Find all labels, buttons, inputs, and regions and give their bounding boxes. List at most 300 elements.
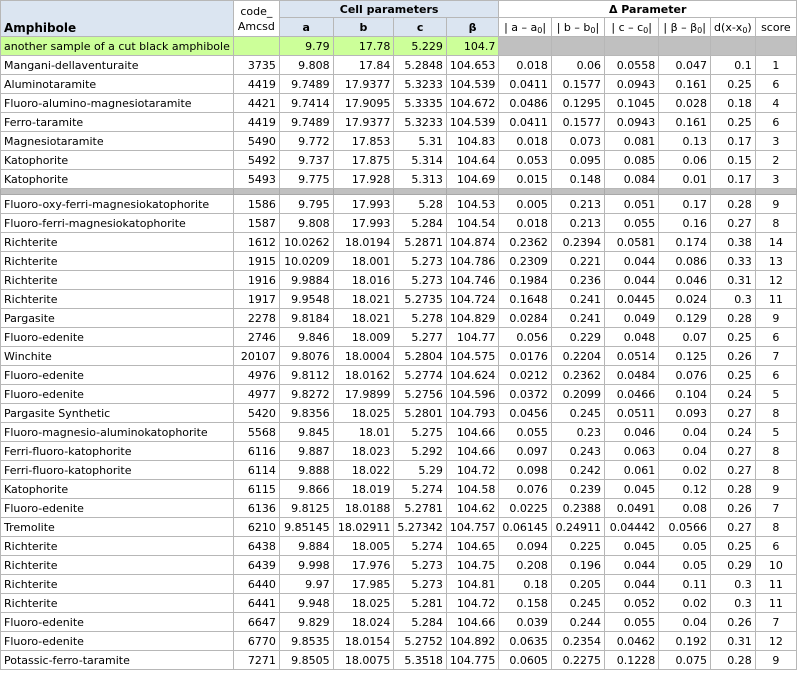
score-cell[interactable]: 6 bbox=[755, 75, 796, 94]
delta-c-cell[interactable]: 0.055 bbox=[605, 214, 659, 233]
delta-b-cell[interactable]: 0.229 bbox=[551, 328, 604, 347]
delta-beta-cell[interactable]: 0.104 bbox=[659, 385, 711, 404]
b-cell[interactable]: 17.993 bbox=[333, 195, 394, 214]
delta-x-cell[interactable]: 0.26 bbox=[711, 499, 756, 518]
a-cell[interactable]: 9.7489 bbox=[279, 75, 333, 94]
delta-x-cell[interactable]: 0.28 bbox=[711, 480, 756, 499]
sample-beta[interactable]: 104.7 bbox=[446, 37, 499, 56]
delta-x-cell[interactable]: 0.17 bbox=[711, 132, 756, 151]
delta-b-cell[interactable]: 0.221 bbox=[551, 252, 604, 271]
b-cell[interactable]: 17.9377 bbox=[333, 113, 394, 132]
delta-a-cell[interactable]: 0.0411 bbox=[499, 113, 552, 132]
amphibole-name[interactable]: Richterite bbox=[1, 290, 234, 309]
c-cell[interactable]: 5.273 bbox=[394, 271, 447, 290]
delta-x-cell[interactable]: 0.29 bbox=[711, 556, 756, 575]
b-cell[interactable]: 18.022 bbox=[333, 461, 394, 480]
delta-a-cell[interactable]: 0.015 bbox=[499, 170, 552, 189]
delta-x-cell[interactable]: 0.1 bbox=[711, 56, 756, 75]
delta-x-cell[interactable]: 0.25 bbox=[711, 537, 756, 556]
b-cell[interactable]: 18.0075 bbox=[333, 651, 394, 670]
delta-c-cell[interactable]: 0.044 bbox=[605, 252, 659, 271]
code-cell[interactable]: 5492 bbox=[233, 151, 279, 170]
delta-x-cell[interactable]: 0.26 bbox=[711, 613, 756, 632]
code-cell[interactable]: 6647 bbox=[233, 613, 279, 632]
delta-a-cell[interactable]: 0.2362 bbox=[499, 233, 552, 252]
delta-b-cell[interactable]: 0.095 bbox=[551, 151, 604, 170]
beta-cell[interactable]: 104.539 bbox=[446, 113, 499, 132]
a-cell[interactable]: 9.775 bbox=[279, 170, 333, 189]
amphibole-name[interactable]: Richterite bbox=[1, 271, 234, 290]
score-cell[interactable]: 13 bbox=[755, 252, 796, 271]
delta-beta-cell[interactable]: 0.024 bbox=[659, 290, 711, 309]
amphibole-name[interactable]: Potassic-ferro-taramite bbox=[1, 651, 234, 670]
delta-beta-cell[interactable]: 0.13 bbox=[659, 132, 711, 151]
delta-beta-cell[interactable]: 0.129 bbox=[659, 309, 711, 328]
delta-x-cell[interactable]: 0.25 bbox=[711, 328, 756, 347]
delta-a-cell[interactable]: 0.0212 bbox=[499, 366, 552, 385]
c-cell[interactable]: 5.273 bbox=[394, 575, 447, 594]
c-cell[interactable]: 5.2871 bbox=[394, 233, 447, 252]
amphibole-name[interactable]: Pargasite bbox=[1, 309, 234, 328]
beta-cell[interactable]: 104.793 bbox=[446, 404, 499, 423]
delta-c-cell[interactable]: 0.0484 bbox=[605, 366, 659, 385]
delta-beta-cell[interactable]: 0.17 bbox=[659, 195, 711, 214]
score-cell[interactable]: 8 bbox=[755, 404, 796, 423]
delta-b-cell[interactable]: 0.213 bbox=[551, 214, 604, 233]
delta-b-cell[interactable]: 0.2394 bbox=[551, 233, 604, 252]
amphibole-name[interactable]: Pargasite Synthetic bbox=[1, 404, 234, 423]
delta-c-cell[interactable]: 0.0943 bbox=[605, 75, 659, 94]
b-cell[interactable]: 18.016 bbox=[333, 271, 394, 290]
score-cell[interactable]: 4 bbox=[755, 94, 796, 113]
delta-b-cell[interactable]: 0.213 bbox=[551, 195, 604, 214]
c-cell[interactable]: 5.275 bbox=[394, 423, 447, 442]
code-cell[interactable]: 1916 bbox=[233, 271, 279, 290]
c-cell[interactable]: 5.313 bbox=[394, 170, 447, 189]
c-cell[interactable]: 5.2804 bbox=[394, 347, 447, 366]
delta-c-cell[interactable]: 0.04442 bbox=[605, 518, 659, 537]
c-cell[interactable]: 5.2848 bbox=[394, 56, 447, 75]
beta-cell[interactable]: 104.54 bbox=[446, 214, 499, 233]
beta-cell[interactable]: 104.624 bbox=[446, 366, 499, 385]
delta-beta-cell[interactable]: 0.047 bbox=[659, 56, 711, 75]
a-cell[interactable]: 9.8184 bbox=[279, 309, 333, 328]
a-cell[interactable]: 9.887 bbox=[279, 442, 333, 461]
delta-c-cell[interactable]: 0.0445 bbox=[605, 290, 659, 309]
delta-beta-cell[interactable]: 0.06 bbox=[659, 151, 711, 170]
score-cell[interactable]: 7 bbox=[755, 613, 796, 632]
delta-x-cell[interactable]: 0.27 bbox=[711, 214, 756, 233]
code-cell[interactable]: 1587 bbox=[233, 214, 279, 233]
amphibole-name[interactable]: Ferri-fluoro-katophorite bbox=[1, 442, 234, 461]
delta-a-cell[interactable]: 0.005 bbox=[499, 195, 552, 214]
beta-cell[interactable]: 104.53 bbox=[446, 195, 499, 214]
delta-a-cell[interactable]: 0.018 bbox=[499, 132, 552, 151]
delta-c-cell[interactable]: 0.045 bbox=[605, 537, 659, 556]
code-cell[interactable]: 4977 bbox=[233, 385, 279, 404]
score-cell[interactable]: 14 bbox=[755, 233, 796, 252]
delta-a-cell[interactable]: 0.0411 bbox=[499, 75, 552, 94]
b-cell[interactable]: 18.0194 bbox=[333, 233, 394, 252]
delta-b-cell[interactable]: 0.205 bbox=[551, 575, 604, 594]
beta-cell[interactable]: 104.69 bbox=[446, 170, 499, 189]
delta-x-cell[interactable]: 0.18 bbox=[711, 94, 756, 113]
b-cell[interactable]: 17.993 bbox=[333, 214, 394, 233]
b-cell[interactable]: 17.875 bbox=[333, 151, 394, 170]
amphibole-name[interactable]: Fluoro-edenite bbox=[1, 499, 234, 518]
c-cell[interactable]: 5.284 bbox=[394, 613, 447, 632]
delta-b-cell[interactable]: 0.241 bbox=[551, 309, 604, 328]
beta-cell[interactable]: 104.58 bbox=[446, 480, 499, 499]
amphibole-name[interactable]: Fluoro-magnesio-aluminokatophorite bbox=[1, 423, 234, 442]
delta-x-cell[interactable]: 0.3 bbox=[711, 575, 756, 594]
delta-x-cell[interactable]: 0.27 bbox=[711, 404, 756, 423]
delta-x-cell[interactable]: 0.28 bbox=[711, 651, 756, 670]
beta-cell[interactable]: 104.64 bbox=[446, 151, 499, 170]
delta-a-cell[interactable]: 0.158 bbox=[499, 594, 552, 613]
delta-b-cell[interactable]: 0.2275 bbox=[551, 651, 604, 670]
a-cell[interactable]: 9.9548 bbox=[279, 290, 333, 309]
delta-beta-cell[interactable]: 0.093 bbox=[659, 404, 711, 423]
c-cell[interactable]: 5.2781 bbox=[394, 499, 447, 518]
delta-beta-cell[interactable]: 0.01 bbox=[659, 170, 711, 189]
b-cell[interactable]: 18.021 bbox=[333, 309, 394, 328]
delta-beta-cell[interactable]: 0.04 bbox=[659, 423, 711, 442]
amphibole-name[interactable]: Aluminotaramite bbox=[1, 75, 234, 94]
code-cell[interactable]: 2746 bbox=[233, 328, 279, 347]
delta-b-cell[interactable]: 0.196 bbox=[551, 556, 604, 575]
a-cell[interactable]: 9.7414 bbox=[279, 94, 333, 113]
delta-beta-cell[interactable]: 0.11 bbox=[659, 575, 711, 594]
delta-b-cell[interactable]: 0.1577 bbox=[551, 75, 604, 94]
delta-beta-cell[interactable]: 0.046 bbox=[659, 271, 711, 290]
a-cell[interactable]: 9.8356 bbox=[279, 404, 333, 423]
delta-a-cell[interactable]: 0.018 bbox=[499, 214, 552, 233]
a-cell[interactable]: 9.845 bbox=[279, 423, 333, 442]
score-cell[interactable]: 8 bbox=[755, 442, 796, 461]
delta-b-cell[interactable]: 0.239 bbox=[551, 480, 604, 499]
beta-cell[interactable]: 104.62 bbox=[446, 499, 499, 518]
b-cell[interactable]: 18.0188 bbox=[333, 499, 394, 518]
delta-x-cell[interactable]: 0.25 bbox=[711, 113, 756, 132]
amphibole-name[interactable]: Richterite bbox=[1, 233, 234, 252]
beta-cell[interactable]: 104.892 bbox=[446, 632, 499, 651]
delta-b-cell[interactable]: 0.245 bbox=[551, 404, 604, 423]
a-cell[interactable]: 9.829 bbox=[279, 613, 333, 632]
delta-c-cell[interactable]: 0.051 bbox=[605, 195, 659, 214]
delta-beta-cell[interactable]: 0.16 bbox=[659, 214, 711, 233]
b-cell[interactable]: 18.024 bbox=[333, 613, 394, 632]
delta-x-cell[interactable]: 0.24 bbox=[711, 385, 756, 404]
a-cell[interactable]: 9.772 bbox=[279, 132, 333, 151]
code-cell[interactable]: 1915 bbox=[233, 252, 279, 271]
score-cell[interactable]: 6 bbox=[755, 366, 796, 385]
sample-a[interactable]: 9.79 bbox=[279, 37, 333, 56]
a-cell[interactable]: 9.884 bbox=[279, 537, 333, 556]
b-cell[interactable]: 17.9095 bbox=[333, 94, 394, 113]
a-cell[interactable]: 9.888 bbox=[279, 461, 333, 480]
delta-c-cell[interactable]: 0.052 bbox=[605, 594, 659, 613]
delta-a-cell[interactable]: 0.208 bbox=[499, 556, 552, 575]
delta-a-cell[interactable]: 0.055 bbox=[499, 423, 552, 442]
code-cell[interactable]: 1917 bbox=[233, 290, 279, 309]
code-cell[interactable]: 6136 bbox=[233, 499, 279, 518]
beta-cell[interactable]: 104.66 bbox=[446, 423, 499, 442]
score-cell[interactable]: 9 bbox=[755, 480, 796, 499]
code-cell[interactable]: 6438 bbox=[233, 537, 279, 556]
c-cell[interactable]: 5.273 bbox=[394, 252, 447, 271]
code-cell[interactable]: 4976 bbox=[233, 366, 279, 385]
sample-code[interactable] bbox=[233, 37, 279, 56]
delta-c-cell[interactable]: 0.0581 bbox=[605, 233, 659, 252]
delta-a-cell[interactable]: 0.18 bbox=[499, 575, 552, 594]
amphibole-name[interactable]: Ferro-taramite bbox=[1, 113, 234, 132]
c-cell[interactable]: 5.278 bbox=[394, 309, 447, 328]
b-cell[interactable]: 17.9899 bbox=[333, 385, 394, 404]
a-cell[interactable]: 9.8112 bbox=[279, 366, 333, 385]
amphibole-name[interactable]: Fluoro-oxy-ferri-magnesiokatophorite bbox=[1, 195, 234, 214]
b-cell[interactable]: 17.9377 bbox=[333, 75, 394, 94]
sample-name[interactable]: another sample of a cut black amphibole bbox=[1, 37, 234, 56]
b-cell[interactable]: 18.021 bbox=[333, 290, 394, 309]
delta-a-cell[interactable]: 0.0605 bbox=[499, 651, 552, 670]
delta-a-cell[interactable]: 0.094 bbox=[499, 537, 552, 556]
b-cell[interactable]: 18.009 bbox=[333, 328, 394, 347]
beta-cell[interactable]: 104.77 bbox=[446, 328, 499, 347]
delta-a-cell[interactable]: 0.098 bbox=[499, 461, 552, 480]
delta-a-cell[interactable]: 0.056 bbox=[499, 328, 552, 347]
c-cell[interactable]: 5.284 bbox=[394, 214, 447, 233]
sample-b[interactable]: 17.78 bbox=[333, 37, 394, 56]
delta-beta-cell[interactable]: 0.192 bbox=[659, 632, 711, 651]
delta-a-cell[interactable]: 0.0284 bbox=[499, 309, 552, 328]
code-cell[interactable]: 6114 bbox=[233, 461, 279, 480]
a-cell[interactable]: 9.808 bbox=[279, 214, 333, 233]
delta-b-cell[interactable]: 0.243 bbox=[551, 442, 604, 461]
score-cell[interactable]: 8 bbox=[755, 214, 796, 233]
score-cell[interactable]: 8 bbox=[755, 518, 796, 537]
delta-b-cell[interactable]: 0.1295 bbox=[551, 94, 604, 113]
amphibole-name[interactable]: Richterite bbox=[1, 252, 234, 271]
amphibole-name[interactable]: Mangani-dellaventuraite bbox=[1, 56, 234, 75]
a-cell[interactable]: 9.85145 bbox=[279, 518, 333, 537]
delta-beta-cell[interactable]: 0.076 bbox=[659, 366, 711, 385]
b-cell[interactable]: 18.0004 bbox=[333, 347, 394, 366]
amphibole-name[interactable]: Fluoro-edenite bbox=[1, 328, 234, 347]
beta-cell[interactable]: 104.72 bbox=[446, 461, 499, 480]
delta-beta-cell[interactable]: 0.161 bbox=[659, 113, 711, 132]
delta-c-cell[interactable]: 0.0511 bbox=[605, 404, 659, 423]
b-cell[interactable]: 17.985 bbox=[333, 575, 394, 594]
b-cell[interactable]: 17.84 bbox=[333, 56, 394, 75]
amphibole-name[interactable]: Fluoro-edenite bbox=[1, 613, 234, 632]
delta-c-cell[interactable]: 0.0491 bbox=[605, 499, 659, 518]
amphibole-name[interactable]: Fluoro-ferri-magnesiokatophorite bbox=[1, 214, 234, 233]
score-cell[interactable]: 6 bbox=[755, 328, 796, 347]
delta-x-cell[interactable]: 0.31 bbox=[711, 271, 756, 290]
c-cell[interactable]: 5.277 bbox=[394, 328, 447, 347]
beta-cell[interactable]: 104.829 bbox=[446, 309, 499, 328]
c-cell[interactable]: 5.31 bbox=[394, 132, 447, 151]
a-cell[interactable]: 9.737 bbox=[279, 151, 333, 170]
a-cell[interactable]: 9.998 bbox=[279, 556, 333, 575]
score-cell[interactable]: 3 bbox=[755, 132, 796, 151]
beta-cell[interactable]: 104.83 bbox=[446, 132, 499, 151]
delta-a-cell[interactable]: 0.1984 bbox=[499, 271, 552, 290]
delta-b-cell[interactable]: 0.2388 bbox=[551, 499, 604, 518]
a-cell[interactable]: 9.795 bbox=[279, 195, 333, 214]
c-cell[interactable]: 5.2774 bbox=[394, 366, 447, 385]
delta-beta-cell[interactable]: 0.12 bbox=[659, 480, 711, 499]
c-cell[interactable]: 5.2801 bbox=[394, 404, 447, 423]
delta-c-cell[interactable]: 0.055 bbox=[605, 613, 659, 632]
delta-a-cell[interactable]: 0.018 bbox=[499, 56, 552, 75]
beta-cell[interactable]: 104.596 bbox=[446, 385, 499, 404]
delta-c-cell[interactable]: 0.063 bbox=[605, 442, 659, 461]
b-cell[interactable]: 18.023 bbox=[333, 442, 394, 461]
delta-x-cell[interactable]: 0.38 bbox=[711, 233, 756, 252]
delta-x-cell[interactable]: 0.31 bbox=[711, 632, 756, 651]
score-cell[interactable]: 9 bbox=[755, 309, 796, 328]
b-cell[interactable]: 18.025 bbox=[333, 594, 394, 613]
delta-beta-cell[interactable]: 0.05 bbox=[659, 556, 711, 575]
delta-b-cell[interactable]: 0.24911 bbox=[551, 518, 604, 537]
amphibole-name[interactable]: Katophorite bbox=[1, 480, 234, 499]
delta-c-cell[interactable]: 0.085 bbox=[605, 151, 659, 170]
delta-c-cell[interactable]: 0.081 bbox=[605, 132, 659, 151]
delta-b-cell[interactable]: 0.244 bbox=[551, 613, 604, 632]
code-cell[interactable]: 5493 bbox=[233, 170, 279, 189]
delta-x-cell[interactable]: 0.33 bbox=[711, 252, 756, 271]
a-cell[interactable]: 9.97 bbox=[279, 575, 333, 594]
b-cell[interactable]: 17.928 bbox=[333, 170, 394, 189]
a-cell[interactable]: 10.0209 bbox=[279, 252, 333, 271]
delta-b-cell[interactable]: 0.2099 bbox=[551, 385, 604, 404]
delta-c-cell[interactable]: 0.0558 bbox=[605, 56, 659, 75]
amphibole-name[interactable]: Richterite bbox=[1, 537, 234, 556]
delta-c-cell[interactable]: 0.044 bbox=[605, 575, 659, 594]
delta-beta-cell[interactable]: 0.125 bbox=[659, 347, 711, 366]
a-cell[interactable]: 9.846 bbox=[279, 328, 333, 347]
delta-x-cell[interactable]: 0.28 bbox=[711, 195, 756, 214]
beta-cell[interactable]: 104.653 bbox=[446, 56, 499, 75]
delta-x-cell[interactable]: 0.27 bbox=[711, 461, 756, 480]
a-cell[interactable]: 9.808 bbox=[279, 56, 333, 75]
delta-x-cell[interactable]: 0.27 bbox=[711, 518, 756, 537]
amphibole-name[interactable]: Fluoro-edenite bbox=[1, 632, 234, 651]
a-cell[interactable]: 9.9884 bbox=[279, 271, 333, 290]
delta-b-cell[interactable]: 0.073 bbox=[551, 132, 604, 151]
a-cell[interactable]: 9.8272 bbox=[279, 385, 333, 404]
b-cell[interactable]: 17.976 bbox=[333, 556, 394, 575]
beta-cell[interactable]: 104.672 bbox=[446, 94, 499, 113]
delta-c-cell[interactable]: 0.061 bbox=[605, 461, 659, 480]
code-cell[interactable]: 6116 bbox=[233, 442, 279, 461]
delta-x-cell[interactable]: 0.25 bbox=[711, 75, 756, 94]
b-cell[interactable]: 18.0154 bbox=[333, 632, 394, 651]
delta-x-cell[interactable]: 0.3 bbox=[711, 594, 756, 613]
b-cell[interactable]: 18.02911 bbox=[333, 518, 394, 537]
delta-x-cell[interactable]: 0.27 bbox=[711, 442, 756, 461]
code-cell[interactable]: 5568 bbox=[233, 423, 279, 442]
amphibole-name[interactable]: Katophorite bbox=[1, 170, 234, 189]
score-cell[interactable]: 5 bbox=[755, 423, 796, 442]
beta-cell[interactable]: 104.746 bbox=[446, 271, 499, 290]
beta-cell[interactable]: 104.66 bbox=[446, 613, 499, 632]
beta-cell[interactable]: 104.874 bbox=[446, 233, 499, 252]
score-cell[interactable]: 6 bbox=[755, 113, 796, 132]
delta-c-cell[interactable]: 0.0943 bbox=[605, 113, 659, 132]
delta-a-cell[interactable]: 0.053 bbox=[499, 151, 552, 170]
beta-cell[interactable]: 104.66 bbox=[446, 442, 499, 461]
code-cell[interactable]: 1612 bbox=[233, 233, 279, 252]
delta-c-cell[interactable]: 0.1228 bbox=[605, 651, 659, 670]
delta-a-cell[interactable]: 0.2309 bbox=[499, 252, 552, 271]
code-cell[interactable]: 6115 bbox=[233, 480, 279, 499]
delta-c-cell[interactable]: 0.0462 bbox=[605, 632, 659, 651]
delta-c-cell[interactable]: 0.0514 bbox=[605, 347, 659, 366]
delta-beta-cell[interactable]: 0.04 bbox=[659, 613, 711, 632]
delta-b-cell[interactable]: 0.225 bbox=[551, 537, 604, 556]
delta-a-cell[interactable]: 0.0176 bbox=[499, 347, 552, 366]
delta-a-cell[interactable]: 0.0225 bbox=[499, 499, 552, 518]
c-cell[interactable]: 5.314 bbox=[394, 151, 447, 170]
delta-x-cell[interactable]: 0.15 bbox=[711, 151, 756, 170]
score-cell[interactable]: 3 bbox=[755, 170, 796, 189]
c-cell[interactable]: 5.3233 bbox=[394, 75, 447, 94]
beta-cell[interactable]: 104.775 bbox=[446, 651, 499, 670]
amphibole-name[interactable]: Richterite bbox=[1, 594, 234, 613]
delta-a-cell[interactable]: 0.0372 bbox=[499, 385, 552, 404]
delta-a-cell[interactable]: 0.0635 bbox=[499, 632, 552, 651]
beta-cell[interactable]: 104.81 bbox=[446, 575, 499, 594]
beta-cell[interactable]: 104.724 bbox=[446, 290, 499, 309]
delta-c-cell[interactable]: 0.084 bbox=[605, 170, 659, 189]
b-cell[interactable]: 18.0162 bbox=[333, 366, 394, 385]
delta-b-cell[interactable]: 0.06 bbox=[551, 56, 604, 75]
code-cell[interactable]: 3735 bbox=[233, 56, 279, 75]
a-cell[interactable]: 9.948 bbox=[279, 594, 333, 613]
amphibole-name[interactable]: Winchite bbox=[1, 347, 234, 366]
delta-b-cell[interactable]: 0.2362 bbox=[551, 366, 604, 385]
amphibole-name[interactable]: Tremolite bbox=[1, 518, 234, 537]
delta-c-cell[interactable]: 0.1045 bbox=[605, 94, 659, 113]
b-cell[interactable]: 17.853 bbox=[333, 132, 394, 151]
b-cell[interactable]: 18.019 bbox=[333, 480, 394, 499]
delta-beta-cell[interactable]: 0.028 bbox=[659, 94, 711, 113]
b-cell[interactable]: 18.005 bbox=[333, 537, 394, 556]
delta-x-cell[interactable]: 0.3 bbox=[711, 290, 756, 309]
b-cell[interactable]: 18.025 bbox=[333, 404, 394, 423]
amphibole-name[interactable]: Ferri-fluoro-katophorite bbox=[1, 461, 234, 480]
code-cell[interactable]: 5420 bbox=[233, 404, 279, 423]
delta-beta-cell[interactable]: 0.174 bbox=[659, 233, 711, 252]
delta-b-cell[interactable]: 0.1577 bbox=[551, 113, 604, 132]
c-cell[interactable]: 5.2752 bbox=[394, 632, 447, 651]
delta-beta-cell[interactable]: 0.07 bbox=[659, 328, 711, 347]
code-cell[interactable]: 4419 bbox=[233, 113, 279, 132]
delta-beta-cell[interactable]: 0.0566 bbox=[659, 518, 711, 537]
delta-a-cell[interactable]: 0.1648 bbox=[499, 290, 552, 309]
score-cell[interactable]: 5 bbox=[755, 385, 796, 404]
delta-b-cell[interactable]: 0.2204 bbox=[551, 347, 604, 366]
c-cell[interactable]: 5.274 bbox=[394, 537, 447, 556]
a-cell[interactable]: 9.8076 bbox=[279, 347, 333, 366]
code-cell[interactable]: 2278 bbox=[233, 309, 279, 328]
score-cell[interactable]: 11 bbox=[755, 290, 796, 309]
delta-a-cell[interactable]: 0.0486 bbox=[499, 94, 552, 113]
beta-cell[interactable]: 104.72 bbox=[446, 594, 499, 613]
